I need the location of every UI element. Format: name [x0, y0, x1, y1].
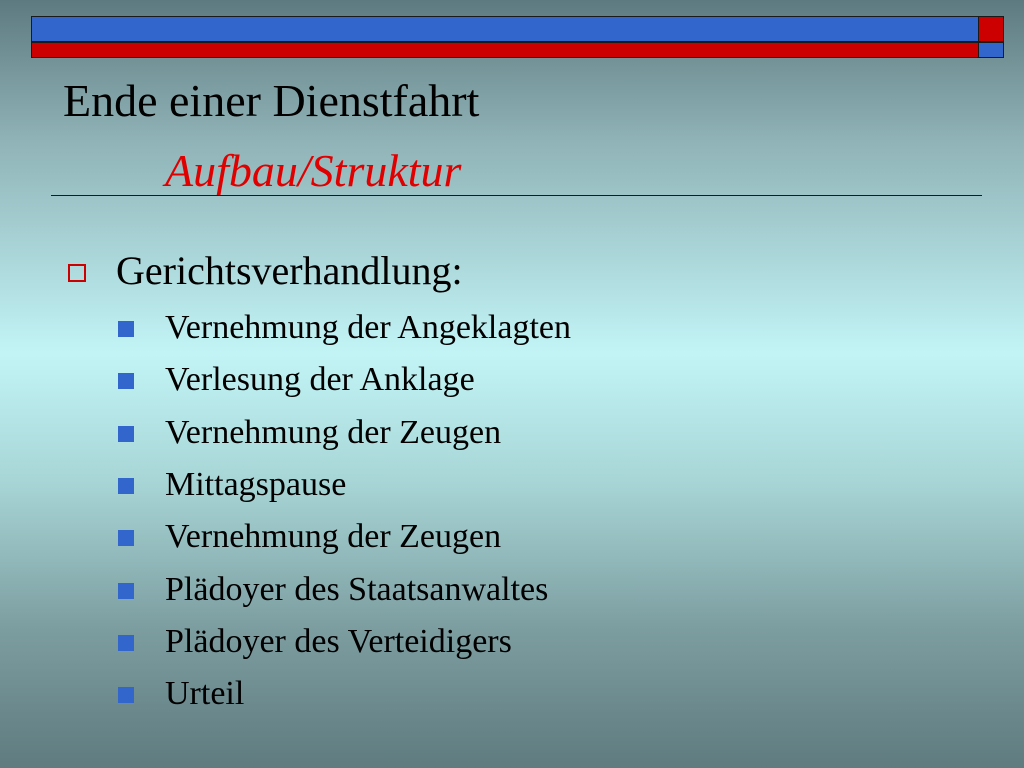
header-blue-bar: [31, 16, 979, 42]
filled-square-bullet-icon: [118, 478, 134, 494]
list-item-text: Verlesung der Anklage: [165, 361, 475, 399]
header-blue-square: [978, 42, 1004, 58]
list-item: [118, 354, 571, 406]
filled-square-bullet-icon: [118, 635, 134, 651]
sub-bullet-list: [118, 302, 571, 720]
bullet-heading-text: Gerichtsverhandlung:: [116, 248, 463, 293]
list-item-text: Vernehmung der Zeugen: [165, 518, 502, 556]
title-divider: [51, 195, 982, 196]
filled-square-bullet-icon: [118, 426, 134, 442]
filled-square-bullet-icon: [118, 583, 134, 599]
list-item: [118, 616, 571, 668]
slide-subtitle: Aufbau/Struktur: [165, 145, 462, 196]
list-item: [118, 668, 571, 720]
list-item-text: Vernehmung der Angeklagten: [165, 309, 571, 347]
filled-square-bullet-icon: [118, 687, 134, 703]
list-item-text: Vernehmung der Zeugen: [165, 413, 502, 451]
list-item-text: Plädoyer des Verteidigers: [165, 622, 512, 660]
header-red-square: [978, 16, 1004, 42]
slide-title: Ende einer Dienstfahrt: [63, 75, 480, 126]
list-item-text: Plädoyer des Staatsanwaltes: [165, 570, 549, 608]
filled-square-bullet-icon: [118, 321, 134, 337]
list-item: [118, 563, 571, 615]
bullet-heading: [60, 248, 463, 294]
list-item: [118, 511, 571, 563]
filled-square-bullet-icon: [118, 373, 134, 389]
filled-square-bullet-icon: [118, 530, 134, 546]
list-item: [118, 407, 571, 459]
list-item: [118, 459, 571, 511]
list-item-text: Mittagspause: [165, 466, 347, 504]
header-decoration: [31, 16, 1004, 58]
header-red-bar: [31, 42, 979, 58]
list-item-text: Urteil: [165, 675, 245, 713]
hollow-square-bullet-icon: [68, 264, 86, 282]
list-item: [118, 302, 571, 354]
